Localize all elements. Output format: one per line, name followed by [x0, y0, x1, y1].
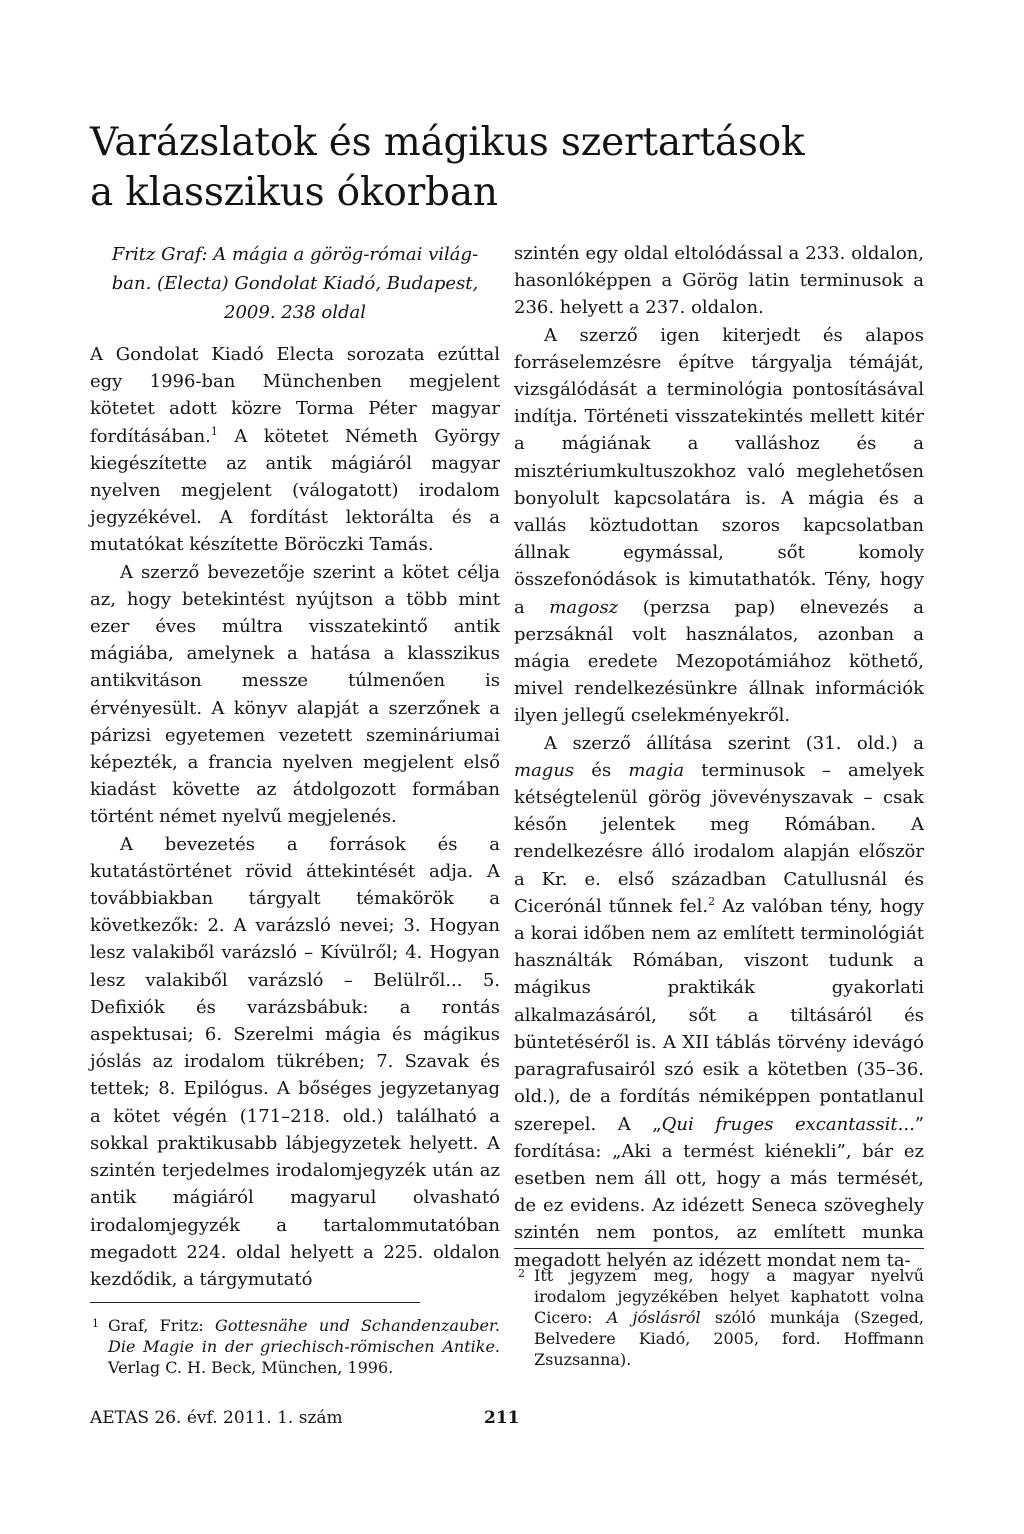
review-citation [90, 240, 500, 327]
journal-citation: AETAS 26. évf. 2011. 1. szám [90, 1408, 343, 1428]
paragraph [90, 341, 500, 559]
paragraph: A szerző bevezetője szerint a kötet célja az, hogy betekintést nyújtson a több mint ezer éves múltra visszatekintő antik mágiába, amelynek a hatása a klasszikus antikvitáson messze túlmenően is érvényesült. A könyv alapját a szerzőnek a párizsi egyetemen vezetett szemináriumai képezték, a francia nyelven megjelent első kiadást követte az átdolgozott formában történt német nyelvű megjelenés. [90, 561, 500, 828]
footnote-marker[interactable]: 2 [708, 894, 716, 908]
footnote-2 [518, 1265, 925, 1370]
paragraph [514, 730, 924, 1274]
text-span: A Gondolat Kiadó Electa sorozata ezúttal egy 1996-ban Münchenben megjelent kötetet adott közre Torma Péter magyar fordításában. [90, 344, 500, 447]
footnote-1 [92, 1315, 500, 1378]
footnote-number: 1 [92, 1317, 99, 1330]
text-span: terminusok – amelyek kétségtelenül görög jövevényszavak – csak későn jelentek meg Rómában. A rendelkezésre álló irodalom alapján először a Kr. e. első században Catullusnál és Cicerónál tűnnek fel. [514, 759, 924, 917]
review-citation-line-1: Fritz Graf: A mágia a görög-római világ- [111, 244, 479, 265]
review-citation-line-2: ban. (Electa) Gondolat Kiadó, Budapest, [111, 273, 479, 294]
paragraph: A bevezetés a források és a kutatástörténet rövid áttekintését adja. A továbbiakban tárgyalt témakörök a következők: 2. A varázsló nevei; 3. Hogyan lesz valakiből varázsló – Kívülről; 4. Hogyan lesz valakiből varázsló – Belülről... 5. Defixiók és varázsbábuk: a rontás aspektusai; 6. Szerelmi mágia és mágikus jóslás az irodalom tükrében; 7. Szavak és tettek; 8. Epilógus. A bőséges jegyzetanyag a kötet végén (171–218. old.) található a sokkal praktikusabb lábjegyzetek helyett. A szintén terjedelmes irodalomjegyzék után az antik mágiáról magyarul olvasható irodalomjegyzék a tartalommutatóban megadott 224. oldal helyett a 225. oldalon kezdődik, a tárgymutató [90, 833, 500, 1290]
footnote-marker[interactable]: 1 [210, 424, 218, 438]
emphasis: magia [628, 759, 685, 781]
emphasis: Qui fruges excantassit... [661, 1113, 915, 1135]
text-span: Graf, Fritz: [108, 1316, 216, 1335]
text-span: Verlag C. H. Beck, München, 1996. [108, 1358, 394, 1377]
text-span: (perzsa pap) elnevezés a perzsáknál volt használatos, azonban a mágia eredete Mezopotámiához köthető, mivel rendelkezésünkre állnak információk ilyen jellegű cselekményekről. [514, 596, 924, 727]
text-span: szóló munkája (Szeged, Belvedere Kiadó, 2005, ford. Hoffmann Zsuzsanna). [534, 1308, 925, 1369]
text-span: A kötetet Németh György kiegészítette az antik mágiáról magyar nyelven megjelent (válogatott) irodalom jegyzékével. A fordítást lektorálta és a mutatókat készítette Böröczki Tamás. [90, 425, 500, 556]
page-number: 211 [484, 1408, 520, 1428]
right-column [514, 240, 924, 1274]
paragraph [514, 322, 924, 730]
text-span: ” fordítása: „Aki a termést kiénekli”, bár ez esetben nem áll ott, hogy a más termését, de ez evidens. Az idézett Seneca szöveghely szintén nem pontos, az említett munka megadott helyén az idézett mondat nem ta- [514, 1113, 924, 1271]
emphasis: Gottesnähe und Schandenzauber. Die Magie in der griechisch-römischen Antike. [108, 1316, 500, 1356]
text-span: és [574, 759, 629, 781]
article-title-line-1: Varázslatok és mágikus szertartások [90, 120, 805, 165]
text-span: Az valóban tény, hogy a korai időben nem az említett terminológiát használták Rómában, viszont tudunk a mágikus praktikák gyakorlati alkalmazásáról, sőt a tiltásáról és büntetéséről is. A XII táblás törvény idevágó paragrafusairól szó esik a kötetben (35–36. old.), de a fordítás némiképpen pontatlanul szerepel. A „ [514, 895, 924, 1135]
paragraph: szintén egy oldal eltolódással a 233. oldalon, hasonlóképpen a Görög latin terminusok a 236. helyett a 237. oldalon. [514, 243, 924, 319]
footnote-number: 2 [518, 1267, 525, 1280]
article-title-line-2: a klasszikus ókorban [90, 170, 498, 215]
text-span: Itt jegyzem meg, hogy a magyar nyelvű irodalom jegyzékében helyet kaphatott volna Cicero: [534, 1266, 924, 1327]
text-span: A szerző állítása szerint (31. old.) a [544, 732, 924, 754]
text-span: A szerző igen kiterjedt és alapos forráselemzésre építve tárgyalja témáját, vizsgálódását a terminológia pontosításával indítja. Történeti visszatekintés mellett kitér a mágiának a valláshoz és a misztériumkultuszokhoz való meglehetősen bonyolult kapcsolatára is. A mágia és a vallás köztudottan szoros kapcsolatban állnak egymással, sőt komoly összefonódások is kimutathatók. Tény, hogy a [514, 324, 924, 618]
footnote-divider [90, 1302, 420, 1303]
emphasis: A jóslásról [606, 1308, 701, 1327]
emphasis: magosz [549, 596, 619, 618]
left-column [90, 240, 500, 1293]
emphasis: magus [514, 759, 575, 781]
review-citation-line-3: 2009. 238 oldal [224, 302, 366, 323]
article-title [90, 118, 890, 218]
footnote-divider [514, 1248, 924, 1249]
